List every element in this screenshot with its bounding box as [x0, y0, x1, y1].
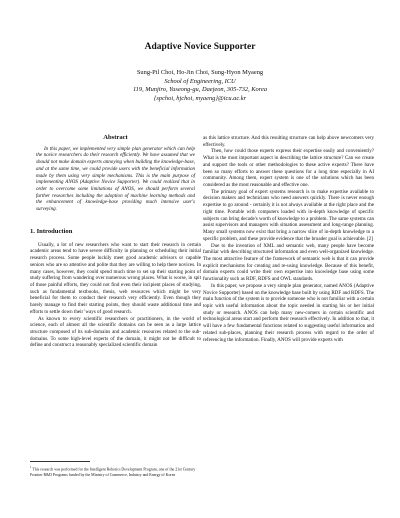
intro-left-paragraph-2: As known to every scientific researchers or practitioners, in the world of science, each of almost all the scientific domains can be seen as a large lattice structure composed of its sub-domains and academic resources related to the sub-domains. To some high-level experts of the domain, it might not be difficult to define and construct a reasonably specialized scientific domain [30, 315, 201, 349]
left-column [30, 135, 201, 349]
paper-title: Adaptive Novice Supporter [144, 42, 256, 52]
author-block [0, 69, 400, 103]
author-affiliation: School of Engineering, ICU [164, 77, 236, 85]
intro-right-paragraph-2: Then, how could those experts express their expertise easily and conveniently? What is the most important aspect in describing the lattice structure? Can we create and support the tools or other methodologies to these active experts? There have been so many efforts to answer these questions for a long time especially in AI community. Among them, expert system is one of the solutions which has been considered as the most reasonable and effective one. [203, 148, 374, 189]
abstract-text: In this paper, we implemented very simple plan generator which can help the novice researchers do their research efficiently. We have assumed that we should not make domain experts annoying when building the knowledge-base, and at the same time, we could provide users with the beneficial information made by them using very simple mechanisms. This is the main purpose of implementing ANOS (Adaptive Novice Supporter). We could realized that in order to overcome some limitations of ANOS, we should perform several further researches including the adoption of machine learning methods and the enhancement of knowledge-base providing much intensive user's surveying. [36, 145, 195, 213]
footnote-mark: 1 [30, 465, 32, 469]
intro-left-paragraph-1: Usually, a lot of new researchers who want to start their research in certain academic areas tend to have severe difficulty in planning or scheduling their initial research process. Some people luckily meet good academic advisors or capable seniors who are so attentive and polite that they are willing to help there novices. In many cases, however, they could spend much time to set up their starting point of study suffering from wandering over numerous wrong places. What is worse, in spit of those painful efforts, they could not find even their incipient places of studying, such as fundamental textbooks, thesis, web resources which might be very beneficial for them to conduct their research very efficiently. Even though they barely manage to find their starting points, they should waste additional time and efforts to settle down their 'ways of good research. [30, 241, 201, 315]
footnote-text: This research was performed for the Intelligent Robotics Development Program, one of the 21st Century Frontier R&D Programs funded by the Ministry of Commerce, Industry and Energy of Korea [30, 467, 196, 477]
introduction-heading: 1. Introduction [30, 227, 73, 235]
footnote-rule [30, 461, 90, 462]
author-address: 119, Munjiro, Yuseong-gu, Daejeon, 305-732, Korea [132, 86, 268, 94]
intro-right-paragraph-3: The primary goal of expert systems research is to make expertise available to decision makers and technicians who need answers quickly. There is never enough expertise to go around - certainly it is not always available at the right place and the right time. Portable with computers loaded with in-depth knowledge of specific subjects can bring decade's worth of knowledge to a problem. The same systems can assist supervisors and managers with situation assessment and long-range planning. Many small systems now exist that bring a narrow slice of in-depth knowledge to a specific problem, and these provide evidence that the broader goal is achievable. [2] [203, 188, 374, 242]
intro-right-paragraph-5: In this paper, we propose a very simple plan generator, named ANOS (Adaptive Novice Supporter) based on the knowledge base built by using RDF and RDFS. The main function of the system is to provide someone who is not familiar with a certain topic with useful information about the topic needed in starting his or her initial study or research. ANOS can help many new-comers in certain scientific and technological areas start and perform their research effectively. In addition to that, it will have a few fundamental functions related to suggesting useful information and related sub-places, planning their research process with regard to the order of referencing the information. Finally, ANOS will provide experts with [203, 282, 374, 343]
footnote [30, 465, 201, 478]
author-names: Sung-Pil Choi, Ho-Jin Choi, Sung-Hyon Myaeng [136, 69, 264, 76]
right-column [203, 135, 374, 343]
author-emails: {spchoi, hjchoi, myaeng}@icu.ac.kr [153, 94, 247, 102]
abstract-heading: Abstract [103, 134, 128, 141]
intro-right-paragraph-4: Due to the invention of XML and semantic web, many people have become familiar with describing structured information and even well-organized knowledge. The most attractive feature of the framework of semantic web is that it can provide explicit mechanisms for creating and re-using knowledge. Because of this benefit, domain experts could write their own expertise into knowledge base using some functionality such as RDF, RDFS and OWL standards. [203, 242, 374, 283]
intro-right-paragraph-1: as this lattice structure. And this resulting structure can help above newcomers very effectively. [203, 135, 374, 148]
